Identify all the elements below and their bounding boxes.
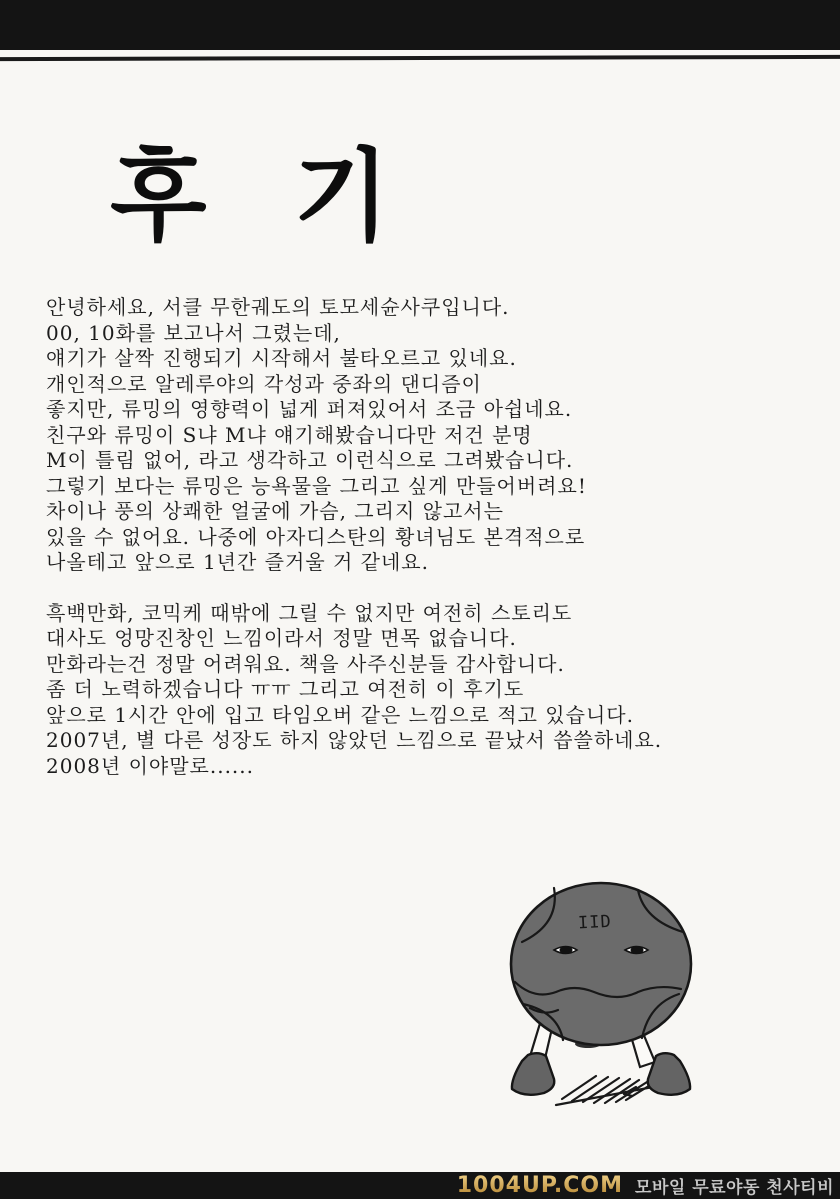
text-line: 안녕하세요, 서클 무한궤도의 토모세슌사쿠입니다.	[46, 295, 510, 319]
pupil-right	[631, 946, 644, 954]
text-line: 좋지만, 류밍의 영향력이 넓게 퍼져있어서 조금 아쉽네요.	[46, 397, 573, 421]
paragraph-1	[46, 295, 766, 576]
ball-mascot-illustration	[478, 856, 740, 1118]
text-line: 2007년, 별 다른 성장도 하지 않았던 느낌으로 끝났서 씁쓸하네요.	[46, 728, 663, 752]
watermark-bar	[0, 1172, 840, 1199]
text-line: 대사도 엉망진창인 느낌이라서 정말 면목 없습니다.	[46, 626, 517, 650]
text-line: 개인적으로 알레루야의 각성과 중좌의 댄디즘이	[46, 371, 482, 396]
text-line: 차이나 풍의 상쾌한 얼굴에 가슴, 그리지 않고서는	[46, 499, 504, 523]
text-line: M이 틀림 없어, 라고 생각하고 이런식으로 그려봤습니다.	[46, 448, 574, 472]
mascot-feet	[512, 1053, 690, 1095]
text-line: 만화라는건 정말 어려워요. 책을 사주신분들 감사합니다.	[46, 651, 565, 676]
text-line: 2008년 이야말로......	[46, 753, 255, 778]
page-title: 후 기	[110, 138, 393, 255]
watermark-tagline-text: 모바일 무료야동 천사티비	[635, 1178, 834, 1198]
text-line: 00, 10화를 보고나서 그렸는데,	[46, 320, 341, 345]
top-divider-line	[0, 55, 840, 61]
text-line: 앞으로 1시간 안에 입고 타임오버 같은 느낌으로 적고 있습니다.	[46, 702, 634, 727]
ground-hatch-lines	[556, 1076, 653, 1105]
text-line: 나올테고 앞으로 1년간 즐거울 거 같네요.	[46, 550, 429, 574]
text-line: 친구와 류밍이 S냐 M냐 얘기해봤습니다만 저건 분명	[46, 422, 533, 447]
afterword-text	[46, 295, 766, 804]
watermark-site-text: 1004UP.COM	[456, 1173, 624, 1198]
mascot-body	[511, 883, 691, 1045]
text-line: 있을 수 없어요. 나중에 아자디스탄의 황녀님도 본격적으로	[46, 524, 586, 549]
top-scan-border	[0, 0, 840, 50]
forehead-marking: IID	[577, 911, 613, 934]
text-line: 흑백만화, 코믹케 때밖에 그릴 수 없지만 여전히 스토리도	[46, 600, 573, 625]
mascot-foot-left	[512, 1053, 554, 1095]
mascot-foot-right	[648, 1053, 690, 1095]
text-line: 좀 더 노력하겠습니다 ㅠㅠ 그리고 여전히 이 후기도	[46, 677, 525, 701]
paragraph-2	[46, 601, 766, 780]
text-line: 얘기가 살짝 진행되기 시작해서 불타오르고 있네요.	[46, 346, 517, 370]
text-line: 그렇기 보다는 류밍은 능욕물을 그리고 싶게 만들어버려요!	[46, 473, 587, 498]
pupil-left	[560, 946, 573, 954]
